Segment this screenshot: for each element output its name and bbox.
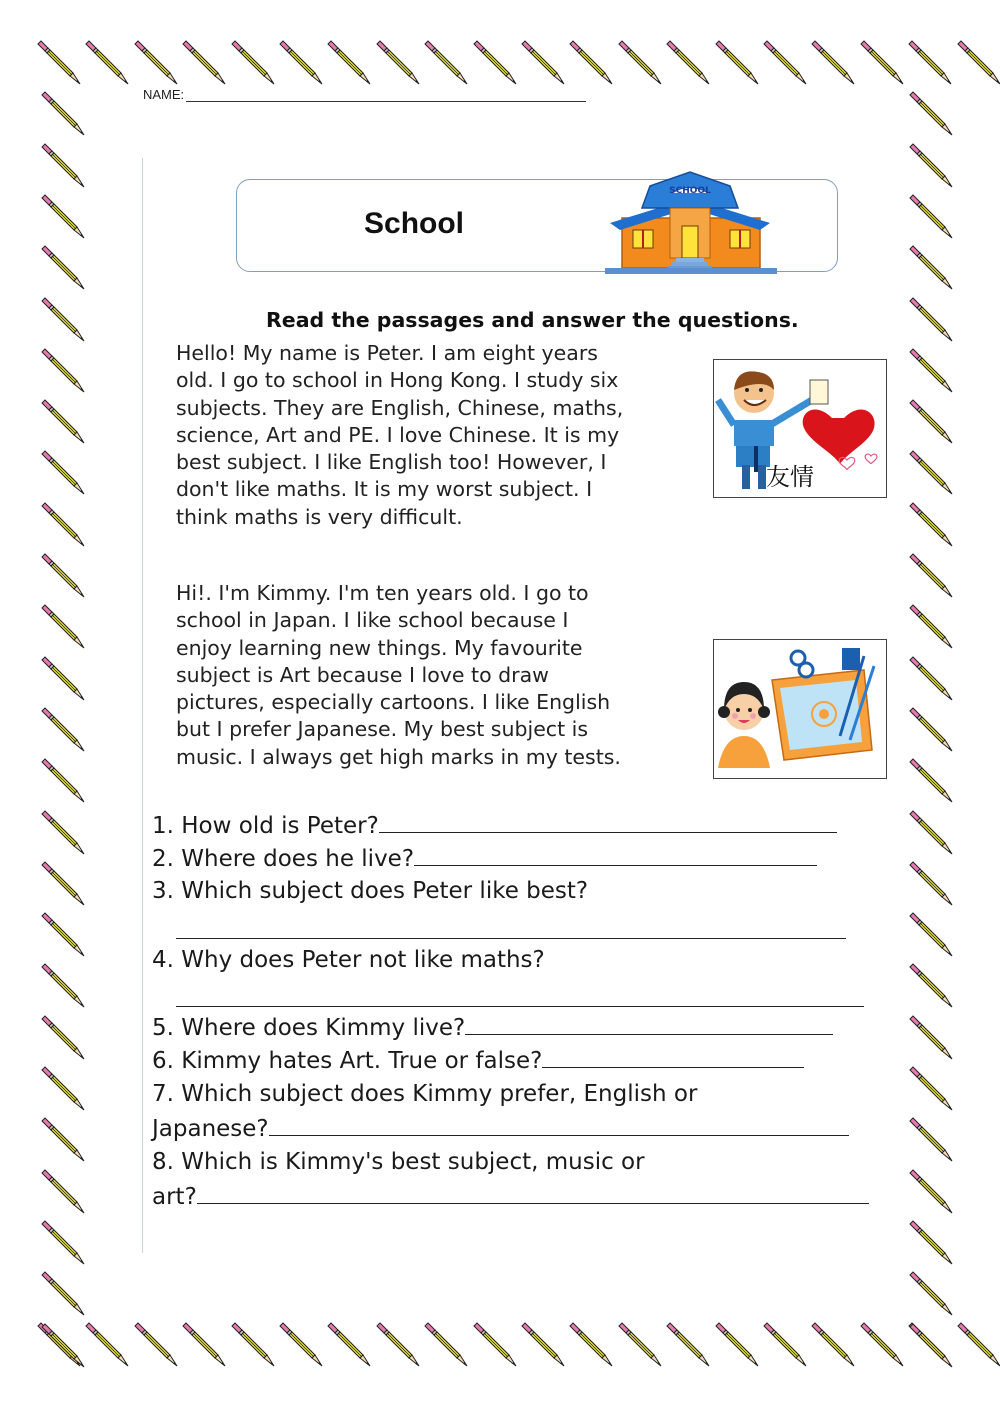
passage-line: pictures, especially cartoons. I like English bbox=[176, 690, 611, 715]
pencil-icon bbox=[40, 656, 86, 702]
passage-line: subject is Art because I love to draw bbox=[176, 662, 549, 687]
pencil-icon bbox=[40, 810, 86, 856]
pencil-icon bbox=[714, 1322, 760, 1368]
pencil-icon bbox=[40, 758, 86, 804]
passage-line: school in Japan. I like school because I bbox=[176, 608, 569, 633]
pencil-icon bbox=[762, 40, 808, 86]
pencil-icon bbox=[810, 1322, 856, 1368]
pencil-icon bbox=[908, 1117, 954, 1163]
pencil-icon bbox=[40, 348, 86, 394]
question-7-cont bbox=[152, 1115, 849, 1142]
pencil-icon bbox=[762, 1322, 808, 1368]
name-blank-line[interactable] bbox=[186, 89, 586, 102]
passage-line: Hello! My name is Peter. I am eight years bbox=[176, 341, 598, 365]
pencil-icon bbox=[617, 1322, 663, 1368]
friendship-caption: 友情 bbox=[766, 463, 814, 491]
margin-line bbox=[142, 158, 143, 1253]
pencil-icon bbox=[181, 1322, 227, 1368]
pencil-icon bbox=[278, 1322, 324, 1368]
pencil-icon bbox=[40, 1220, 86, 1266]
pencil-icon bbox=[40, 450, 86, 496]
pencil-icon bbox=[375, 1322, 421, 1368]
pencil-icon bbox=[472, 40, 518, 86]
passage-line: subjects. They are English, Chinese, maths, bbox=[176, 395, 624, 420]
pencil-icon bbox=[133, 1322, 179, 1368]
pencil-icon bbox=[423, 1322, 469, 1368]
pencil-icon bbox=[908, 1220, 954, 1266]
pencil-icon bbox=[40, 194, 86, 240]
question-8-cont bbox=[152, 1183, 869, 1210]
pencil-icon bbox=[908, 143, 954, 189]
pencil-icon bbox=[568, 40, 614, 86]
question-4 bbox=[152, 947, 545, 973]
kimmy-picture bbox=[713, 639, 887, 779]
pencil-icon bbox=[40, 399, 86, 445]
pencil-icon bbox=[40, 963, 86, 1009]
pencil-icon bbox=[133, 40, 179, 86]
passage-line: best subject. I like English too! However, I bbox=[176, 450, 607, 475]
pencil-icon bbox=[36, 40, 82, 86]
pencil-icon bbox=[907, 40, 953, 86]
question-3 bbox=[152, 878, 588, 904]
pencil-icon bbox=[908, 502, 954, 548]
pencil-icon bbox=[908, 810, 954, 856]
pencil-icon bbox=[908, 1323, 954, 1369]
pencil-icon bbox=[859, 40, 905, 86]
page-title: School bbox=[364, 207, 465, 240]
question-8 bbox=[152, 1149, 645, 1175]
pencil-icon bbox=[520, 1322, 566, 1368]
pencil-icon bbox=[908, 245, 954, 291]
school-sign-text: SCHOOL bbox=[669, 186, 711, 196]
girl-with-art-icon bbox=[714, 640, 886, 778]
pencil-icon bbox=[40, 553, 86, 599]
pencil-icon bbox=[908, 758, 954, 804]
question-text: art? bbox=[152, 1184, 197, 1210]
pencil-icon bbox=[40, 707, 86, 753]
question-text: 6. Kimmy hates Art. True or false? bbox=[152, 1048, 543, 1074]
pencil-icon bbox=[278, 40, 324, 86]
pencil-icon bbox=[908, 553, 954, 599]
question-text: 4. Why does Peter not like maths? bbox=[152, 947, 545, 973]
passage-line: music. I always get high marks in my tests. bbox=[176, 744, 621, 769]
pencil-icon bbox=[617, 40, 663, 86]
pencil-icon bbox=[40, 1015, 86, 1061]
pencil-icon bbox=[40, 91, 86, 137]
school-building-icon bbox=[600, 168, 780, 276]
pencil-icon bbox=[40, 297, 86, 343]
pencil-icon bbox=[326, 1322, 372, 1368]
pencil-icon bbox=[908, 912, 954, 958]
pencil-icon bbox=[40, 1169, 86, 1215]
question-text: 1. How old is Peter? bbox=[152, 813, 379, 839]
pencil-icon bbox=[908, 194, 954, 240]
pencil-icon bbox=[908, 450, 954, 496]
pencil-icon bbox=[40, 1323, 86, 1369]
answer-line-1[interactable] bbox=[379, 812, 837, 833]
passage-line: but I prefer Japanese. My best subject is bbox=[176, 717, 589, 742]
pencil-icon bbox=[326, 40, 372, 86]
answer-line-5[interactable] bbox=[465, 1014, 833, 1035]
pencil-icon bbox=[84, 1322, 130, 1368]
pencil-icon bbox=[810, 40, 856, 86]
answer-line-8[interactable] bbox=[197, 1183, 869, 1204]
question-text: 2. Where does he live? bbox=[152, 846, 415, 872]
pencil-icon bbox=[908, 297, 954, 343]
pencil-icon bbox=[181, 40, 227, 86]
pencil-icon bbox=[956, 40, 1000, 86]
pencil-icon bbox=[230, 40, 276, 86]
question-text: 7. Which subject does Kimmy prefer, English or bbox=[152, 1081, 698, 1107]
pencil-icon bbox=[40, 604, 86, 650]
pencil-icon bbox=[665, 1322, 711, 1368]
pencil-icon bbox=[714, 40, 760, 86]
pencil-icon bbox=[908, 1015, 954, 1061]
passage-line: old. I go to school in Hong Kong. I study six bbox=[176, 368, 619, 393]
pencil-icon bbox=[956, 1322, 1000, 1368]
pencil-icon bbox=[908, 1169, 954, 1215]
pencil-icon bbox=[908, 91, 954, 137]
pencil-icon bbox=[40, 1066, 86, 1112]
pencil-icon bbox=[908, 707, 954, 753]
pencil-icon bbox=[568, 1322, 614, 1368]
pencil-icon bbox=[908, 348, 954, 394]
question-text: 8. Which is Kimmy's best subject, music or bbox=[152, 1149, 645, 1175]
pencil-icon bbox=[40, 502, 86, 548]
answer-line-4[interactable] bbox=[176, 1006, 864, 1007]
question-6 bbox=[152, 1047, 804, 1074]
pencil-icon bbox=[40, 1271, 86, 1317]
passage-line: don't like maths. It is my worst subject. I bbox=[176, 477, 593, 502]
name-field[interactable] bbox=[143, 87, 586, 102]
instructions: Read the passages and answer the questions. bbox=[266, 308, 799, 332]
answer-line-6[interactable] bbox=[542, 1047, 804, 1068]
question-1 bbox=[152, 812, 837, 839]
pencil-icon bbox=[908, 963, 954, 1009]
pencil-icon bbox=[230, 1322, 276, 1368]
pencil-icon bbox=[40, 1117, 86, 1163]
question-text: Japanese? bbox=[152, 1116, 269, 1142]
passage-kimmy bbox=[176, 580, 621, 771]
pencil-icon bbox=[40, 912, 86, 958]
passage-line: think maths is very difficult. bbox=[176, 504, 463, 529]
pencil-icon bbox=[472, 1322, 518, 1368]
answer-line-3[interactable] bbox=[176, 938, 846, 939]
question-5 bbox=[152, 1014, 833, 1041]
pencil-icon bbox=[40, 861, 86, 907]
pencil-icon bbox=[908, 604, 954, 650]
name-label: NAME: bbox=[143, 87, 185, 102]
answer-line-2[interactable] bbox=[414, 845, 817, 866]
pencil-icon bbox=[908, 656, 954, 702]
pencil-icon bbox=[40, 245, 86, 291]
boy-with-heart-icon bbox=[714, 360, 886, 497]
answer-line-7[interactable] bbox=[269, 1115, 849, 1136]
peter-picture bbox=[713, 359, 887, 498]
pencil-icon bbox=[84, 40, 130, 86]
pencil-icon bbox=[665, 40, 711, 86]
pencil-icon bbox=[423, 40, 469, 86]
pencil-icon bbox=[40, 143, 86, 189]
pencil-icon bbox=[375, 40, 421, 86]
question-2 bbox=[152, 845, 817, 872]
question-text: 3. Which subject does Peter like best? bbox=[152, 878, 589, 904]
pencil-icon bbox=[859, 1322, 905, 1368]
passage-line: science, Art and PE. I love Chinese. It is my bbox=[176, 422, 620, 447]
pencil-icon bbox=[908, 1271, 954, 1317]
pencil-icon bbox=[908, 399, 954, 445]
question-text: 5. Where does Kimmy live? bbox=[152, 1015, 466, 1041]
pencil-icon bbox=[908, 861, 954, 907]
pencil-icon bbox=[908, 1066, 954, 1112]
passage-line: enjoy learning new things. My favourite bbox=[176, 635, 583, 660]
pencil-icon bbox=[520, 40, 566, 86]
passage-peter bbox=[176, 340, 623, 531]
question-7 bbox=[152, 1081, 697, 1107]
passage-line: Hi!. I'm Kimmy. I'm ten years old. I go to bbox=[176, 581, 589, 605]
